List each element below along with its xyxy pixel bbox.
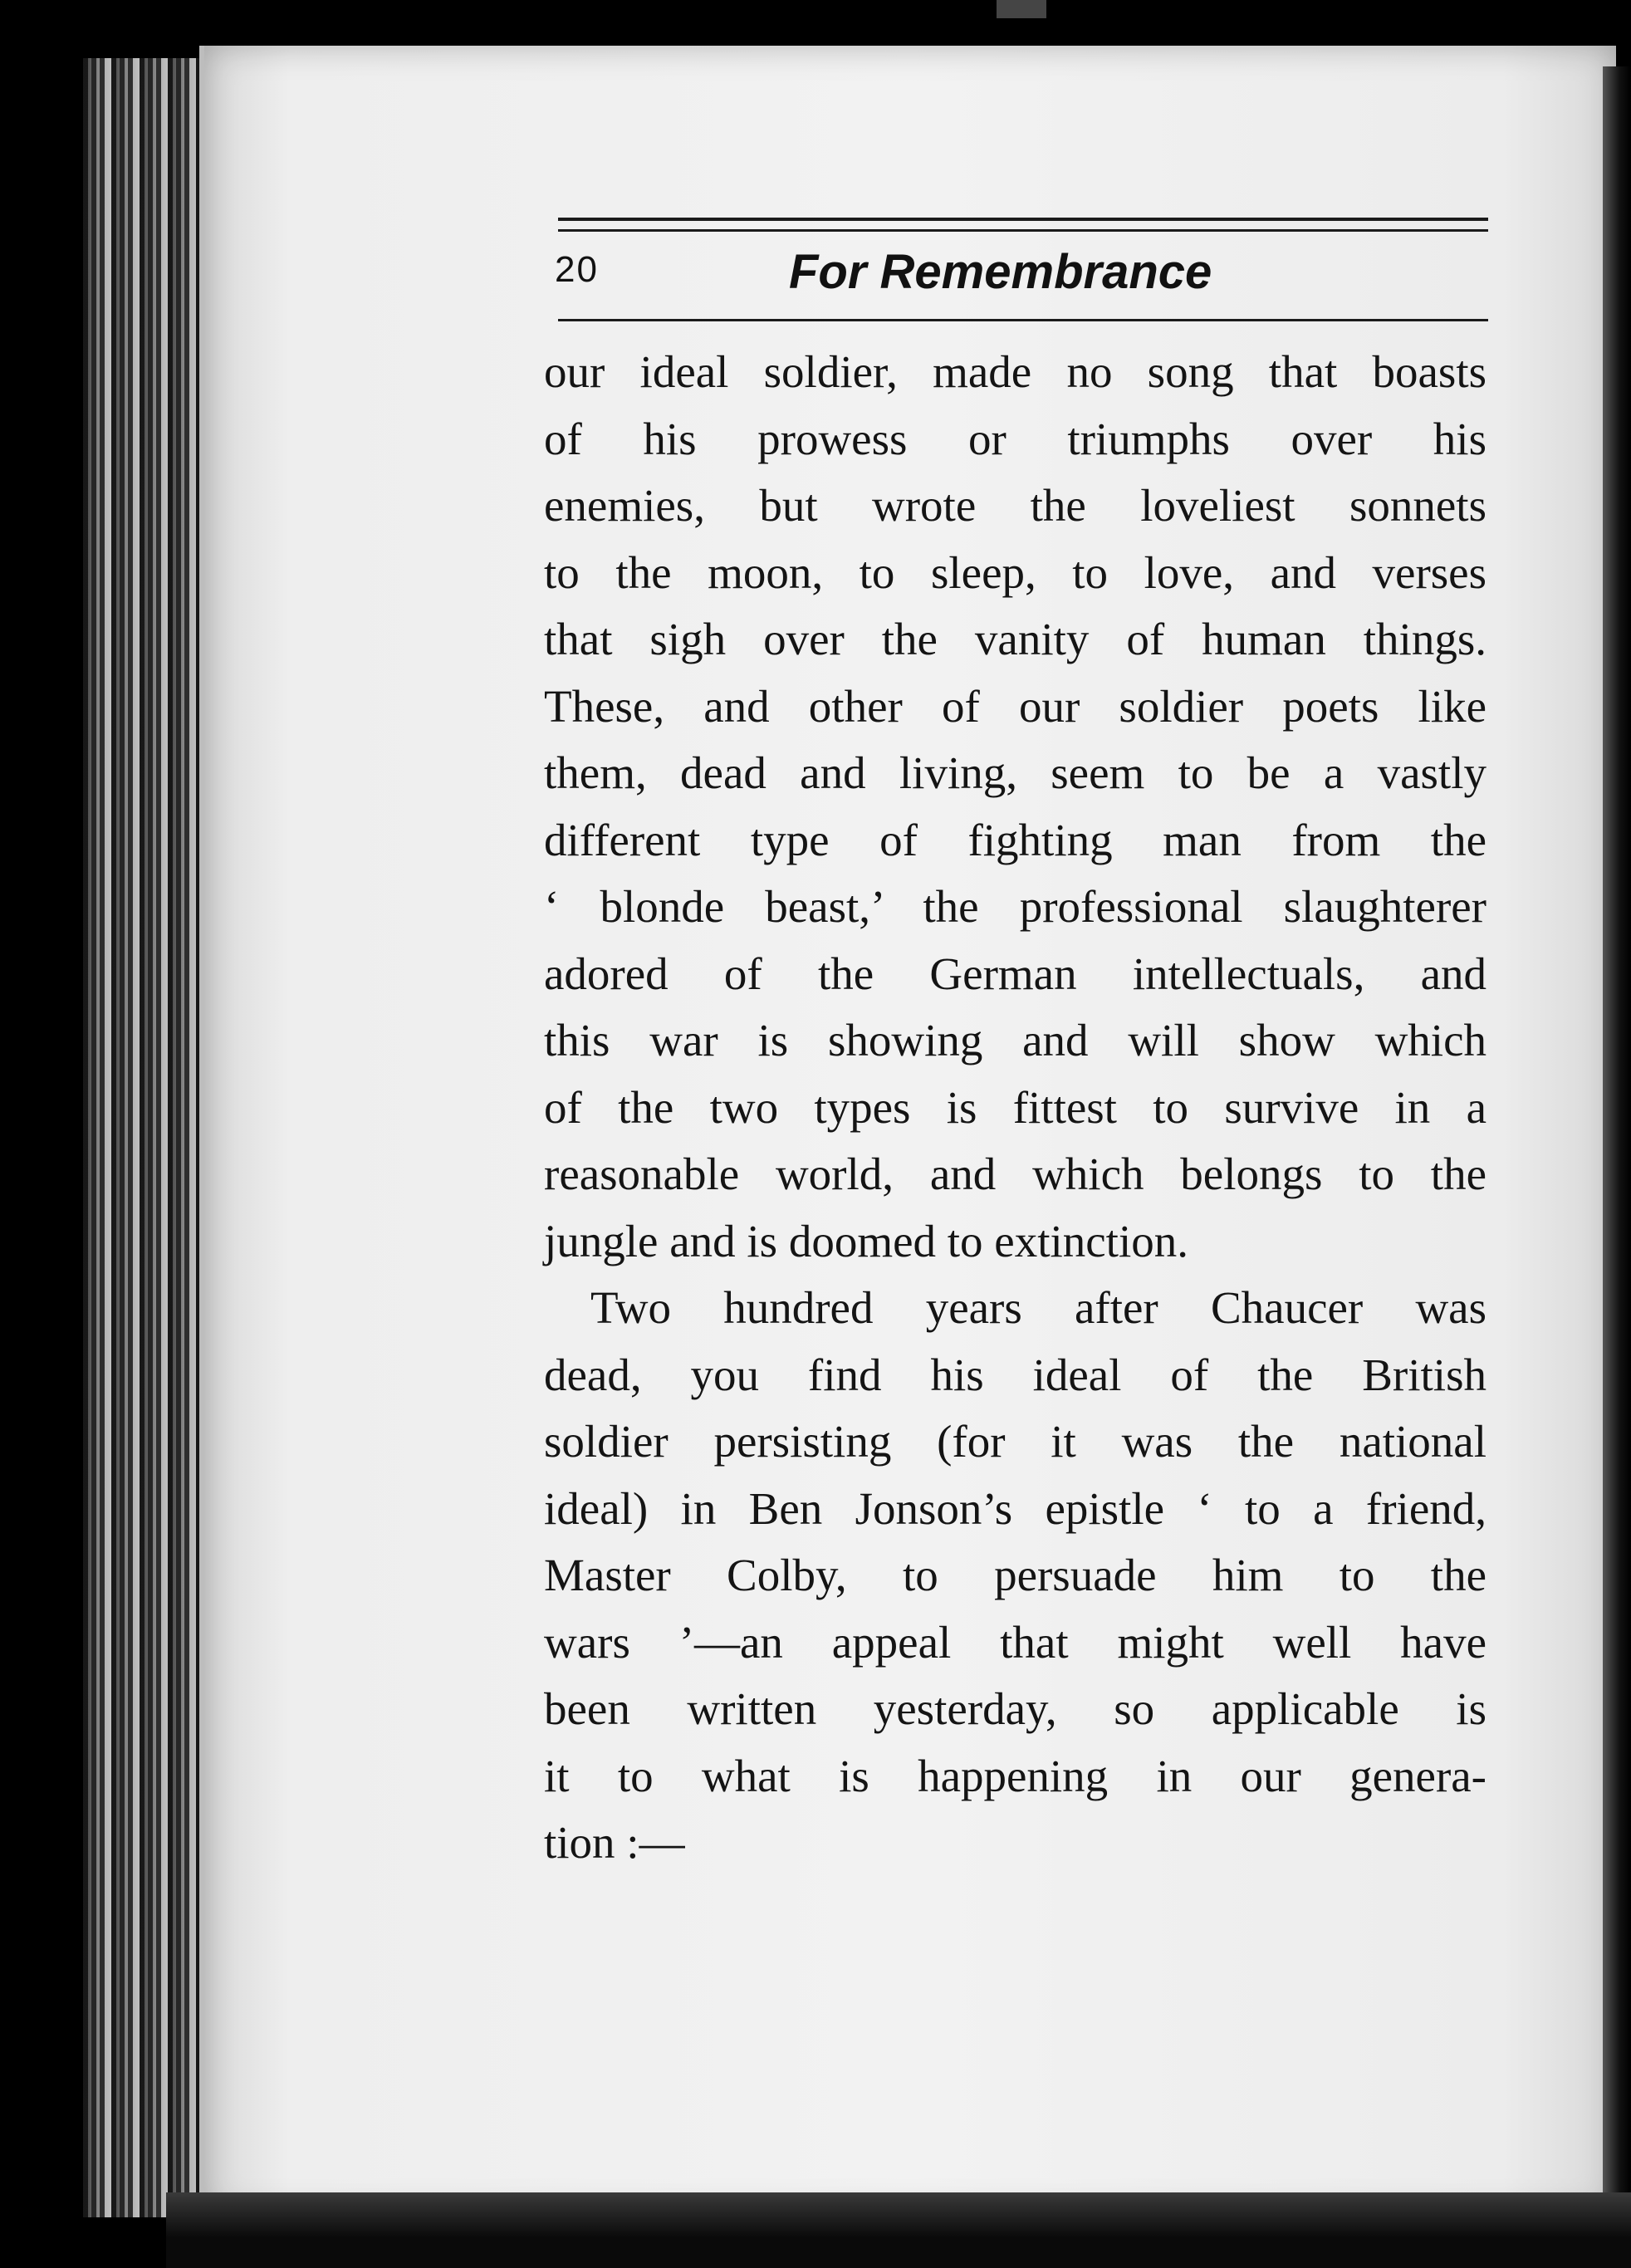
text-line: reasonable world, and which belongs to the [544, 1149, 1487, 1199]
text-line: jungle and is doomed to extinction. [544, 1215, 1188, 1266]
text-line: These, and other of our soldier poets like [544, 680, 1487, 732]
text-line: enemies, but wrote the loveliest sonnets [544, 480, 1487, 531]
text-line: dead, you find his ideal of the British [544, 1349, 1487, 1400]
text-line: ‘ blonde beast,’ the professional slaughterer [544, 881, 1487, 932]
text-line: soldier persisting (for it was the national [544, 1416, 1487, 1467]
book-binding-edge [83, 58, 216, 2217]
header-rule-top-second [558, 229, 1488, 232]
text-line: adored of the German intellectuals, and [544, 948, 1487, 999]
paragraph-1 [544, 339, 1487, 1275]
text-line: of his prowess or triumphs over his [544, 413, 1487, 464]
text-line: it to what is happening in our genera- [544, 1750, 1487, 1801]
text-line: that sigh over the vanity of human things. [544, 614, 1487, 664]
text-line: this war is showing and will show which [544, 1015, 1487, 1065]
header-rule-top [558, 218, 1488, 221]
text-line: wars ’—an appeal that might well have [544, 1616, 1487, 1668]
text-line: Master Colby, to persuade him to the [544, 1550, 1487, 1600]
paragraph-2 [544, 1275, 1487, 1877]
header-rule-bottom [558, 319, 1488, 321]
page-bottom-shadow [166, 2192, 1631, 2268]
text-line: tion :— [544, 1817, 685, 1868]
text-line: of the two types is fittest to survive in a [544, 1081, 1487, 1133]
running-title: For Remembrance [789, 245, 1212, 299]
page-number: 20 [555, 249, 599, 290]
text-line: them, dead and living, seem to be a vastly [544, 747, 1487, 798]
text-line: Two hundred years after Chaucer was [590, 1282, 1487, 1333]
text-line: to the moon, to sleep, to love, and verses [544, 546, 1487, 598]
text-line: ideal) in Ben Jonson’s epistle ‘ to a friend, [544, 1482, 1487, 1534]
scan-artifact-mark [997, 0, 1046, 18]
text-line: different type of fighting man from the [544, 814, 1487, 865]
body-text [544, 339, 1487, 1877]
text-line: been written yesterday, so applicable is [544, 1683, 1487, 1734]
text-line: our ideal soldier, made no song that boasts [544, 346, 1487, 397]
page-right-shadow [1603, 66, 1631, 2209]
